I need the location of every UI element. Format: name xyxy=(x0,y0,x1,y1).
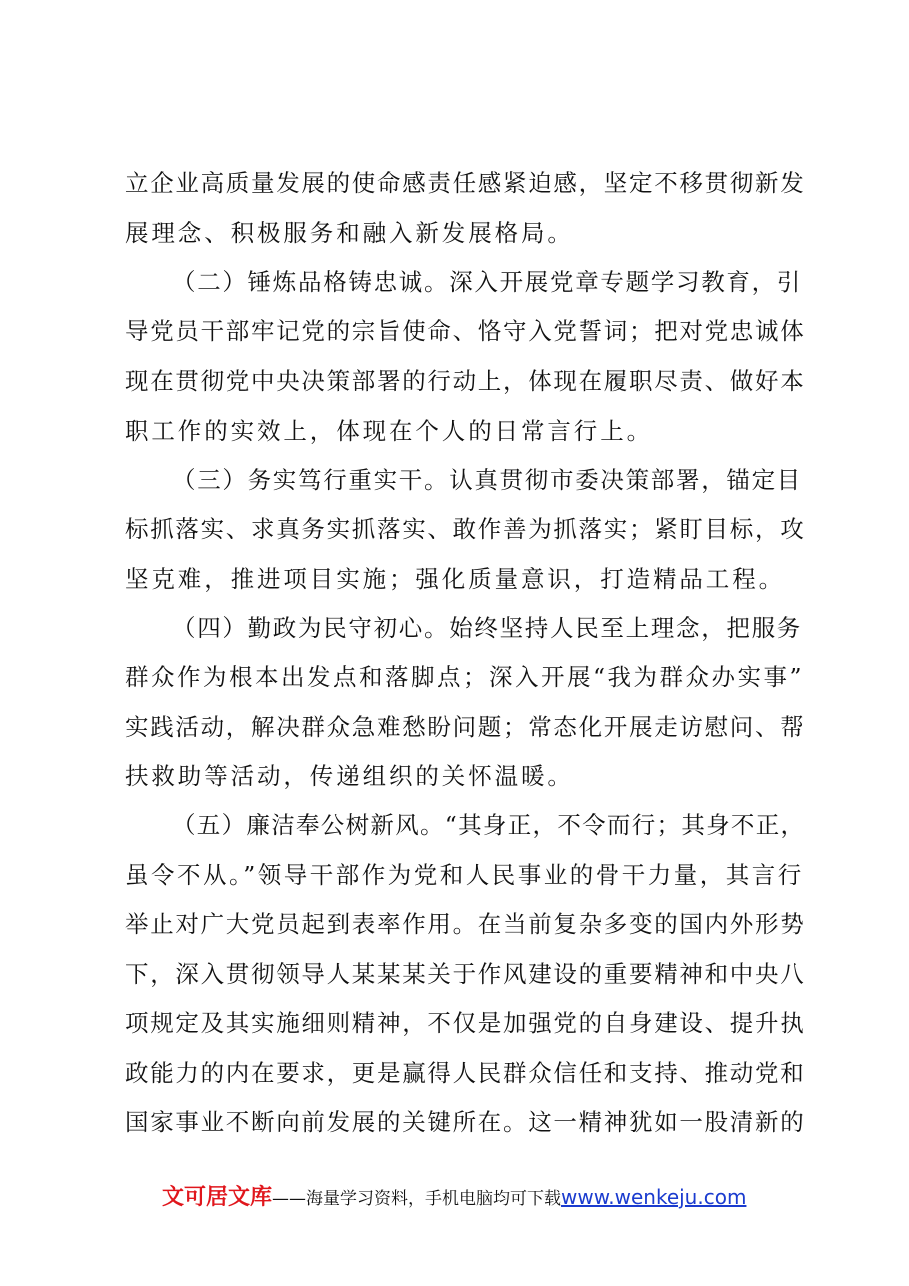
body-text-line: 下，深入贯彻领导人某某某关于作风建设的重要精神和中央八 xyxy=(125,960,806,988)
body-text-line: 扶救助等活动，传递组织的关怀温暖。 xyxy=(125,762,574,790)
body-text-line: 举止对广大党员起到表率作用。在当前复杂多变的国内外形势 xyxy=(125,910,806,938)
body-text-line: 坚克难，推进项目实施；强化质量意识，打造精品工程。 xyxy=(125,565,785,593)
body-text-line: 职工作的实效上，体现在个人的日常言行上。 xyxy=(125,417,653,445)
footer-tagline: ——海量学习资料，手机电脑均可下载 xyxy=(272,1189,562,1209)
body-text-line: 政能力的内在要求，更是赢得人民群众信任和支持、推动党和 xyxy=(125,1059,806,1087)
body-text-line: 展理念、积极服务和融入新发展格局。 xyxy=(125,219,574,247)
footer-brand: 文可居文库 xyxy=(162,1185,273,1210)
section-heading-line: （四）勤政为民守初心。始终坚持人民至上理念，把服务 xyxy=(172,614,802,642)
body-text-line: 国家事业不断向前发展的关键所在。这一精神犹如一股清新的 xyxy=(125,1108,806,1136)
body-text-line: 虽令不从。”领导干部作为党和人民事业的骨干力量，其言行 xyxy=(125,861,804,889)
body-text-line: 标抓落实、求真务实抓落实、敢作善为抓落实；紧盯目标，攻 xyxy=(125,515,806,543)
body-text-line: 导党员干部牢记党的宗旨使命、恪守入党誓词；把对党忠诚体 xyxy=(125,317,806,345)
footer-url-link[interactable]: www.wenkeju.com xyxy=(561,1185,747,1209)
section-heading-line: （三）务实笃行重实干。认真贯彻市委决策部署，锚定目 xyxy=(172,466,802,494)
body-text-line: 项规定及其实施细则精神，不仅是加强党的自身建设、提升执 xyxy=(125,1009,806,1037)
section-heading-line: （二）锤炼品格铸忠诚。深入开展党章专题学习教育，引 xyxy=(172,268,802,296)
body-text-line: 实践活动，解决群众急难愁盼问题；常态化开展走访慰问、帮 xyxy=(125,713,806,741)
section-heading-line: （五）廉洁奉公树新风。“其身正，不令而行；其身不正， xyxy=(172,811,806,839)
body-text-line: 现在贯彻党中央决策部署的行动上，体现在履职尽责、做好本 xyxy=(125,367,806,395)
body-text-line: 立企业高质量发展的使命感责任感紧迫感，坚定不移贯彻新发 xyxy=(125,169,806,197)
footer-banner xyxy=(162,1180,782,1214)
body-text-line: 群众作为根本出发点和落脚点；深入开展“我为群众办实事” xyxy=(125,663,805,691)
